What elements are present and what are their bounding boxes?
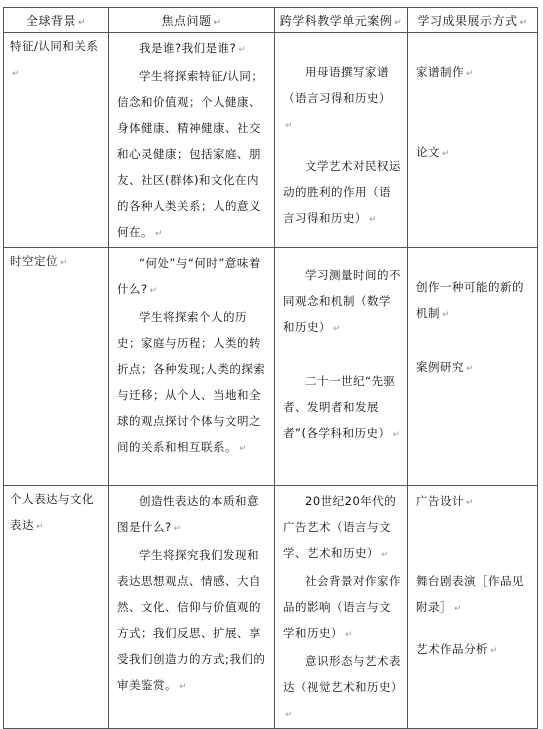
table-row <box>4 33 538 248</box>
outcome-item: 艺术作品分析 ↵ <box>416 642 499 656</box>
cell-background: 时空定位 ↵ <box>4 248 109 486</box>
cell-outcomes <box>408 486 538 729</box>
outcome-item: 论文 ↵ <box>416 145 451 159</box>
question-body: 学生将探索个人的历史；家庭与历程；人类的转折点；各种发现;人类的探索与迁移；从个人、当地和全球的观点探讨个体与文明之间的关系和相互联系。 ↵ <box>117 310 266 454</box>
cell-outcomes <box>408 33 538 248</box>
case-item: 二十一世纪“先驱者、发明者和发展者”(各学科和历史） ↵ <box>283 374 401 440</box>
table-row <box>4 486 538 729</box>
case-item: 文学艺术对民权运动的胜利的作用（语言习得和历史） ↵ <box>283 159 401 225</box>
case-item: 意识形态与艺术表达（视觉艺术和历史）↵ <box>283 654 403 720</box>
header-global-background: 全球背景 ↵ <box>4 8 109 33</box>
cell-background: 特征/认同和关系↵ <box>4 33 109 248</box>
case-item: 20世纪20年代的广告艺术（语言与文学、艺术和历史） ↵ <box>283 494 397 560</box>
outcome-item: 家谱制作 ↵ <box>416 65 475 79</box>
question-title: “何处”与“何时”意味着什么? ↵ <box>117 256 261 296</box>
header-interdisciplinary-case: 跨学科教学单元案例 ↵ <box>275 8 408 33</box>
cell-cases <box>275 486 408 729</box>
header-learning-outcome: 学习成果展示方式 ↵ <box>408 8 538 33</box>
outcome-item: 案例研究 ↵ <box>416 360 475 374</box>
outcome-item: 广告设计 ↵ <box>416 494 475 508</box>
cell-outcomes <box>408 248 538 486</box>
cell-cases <box>275 33 408 248</box>
question-title: 创造性表达的本质和意图是什么? ↵ <box>117 494 259 534</box>
table-row <box>4 248 538 486</box>
cell-background: 个人表达与文化表达 ↵ <box>4 486 109 729</box>
question-body: 学生将探索特征/认同；信念和价值观；个人健康、身体健康、精神健康、社交和心灵健康；包括家庭、朋友、社区(群体)和文化在内的各种人类关系；人的意义何在。 ↵ <box>117 69 264 239</box>
cell-question <box>109 248 275 486</box>
outcome-item: 创作一种可能的新的机制 ↵ <box>416 280 524 320</box>
cell-question <box>109 33 275 248</box>
header-focus-question: 焦点问题 ↵ <box>109 8 275 33</box>
header-row <box>4 8 538 33</box>
question-body: 学生将探究我们发现和表达思想观点、情感、大自然、文化、信仰与价值观的方式；我们反思、扩展、享受我们创造力的方式;我们的审美鉴赏。 ↵ <box>117 548 266 692</box>
case-item: 社会背景对作家作品的影响（语言与文学和历史） ↵ <box>283 574 401 640</box>
cell-cases <box>275 248 408 486</box>
curriculum-table <box>3 7 538 729</box>
case-item: 学习测量时间的不同观念和机制（数学和历史） ↵ <box>283 268 401 334</box>
question-title: 我是谁?我们是谁? ↵ <box>139 41 247 55</box>
case-item: 用母语撰写家谱（语言习得和历史）↵ <box>283 65 391 131</box>
outcome-item: 舞台剧表演［作品见附录］ ↵ <box>416 574 524 614</box>
cell-question <box>109 486 275 729</box>
